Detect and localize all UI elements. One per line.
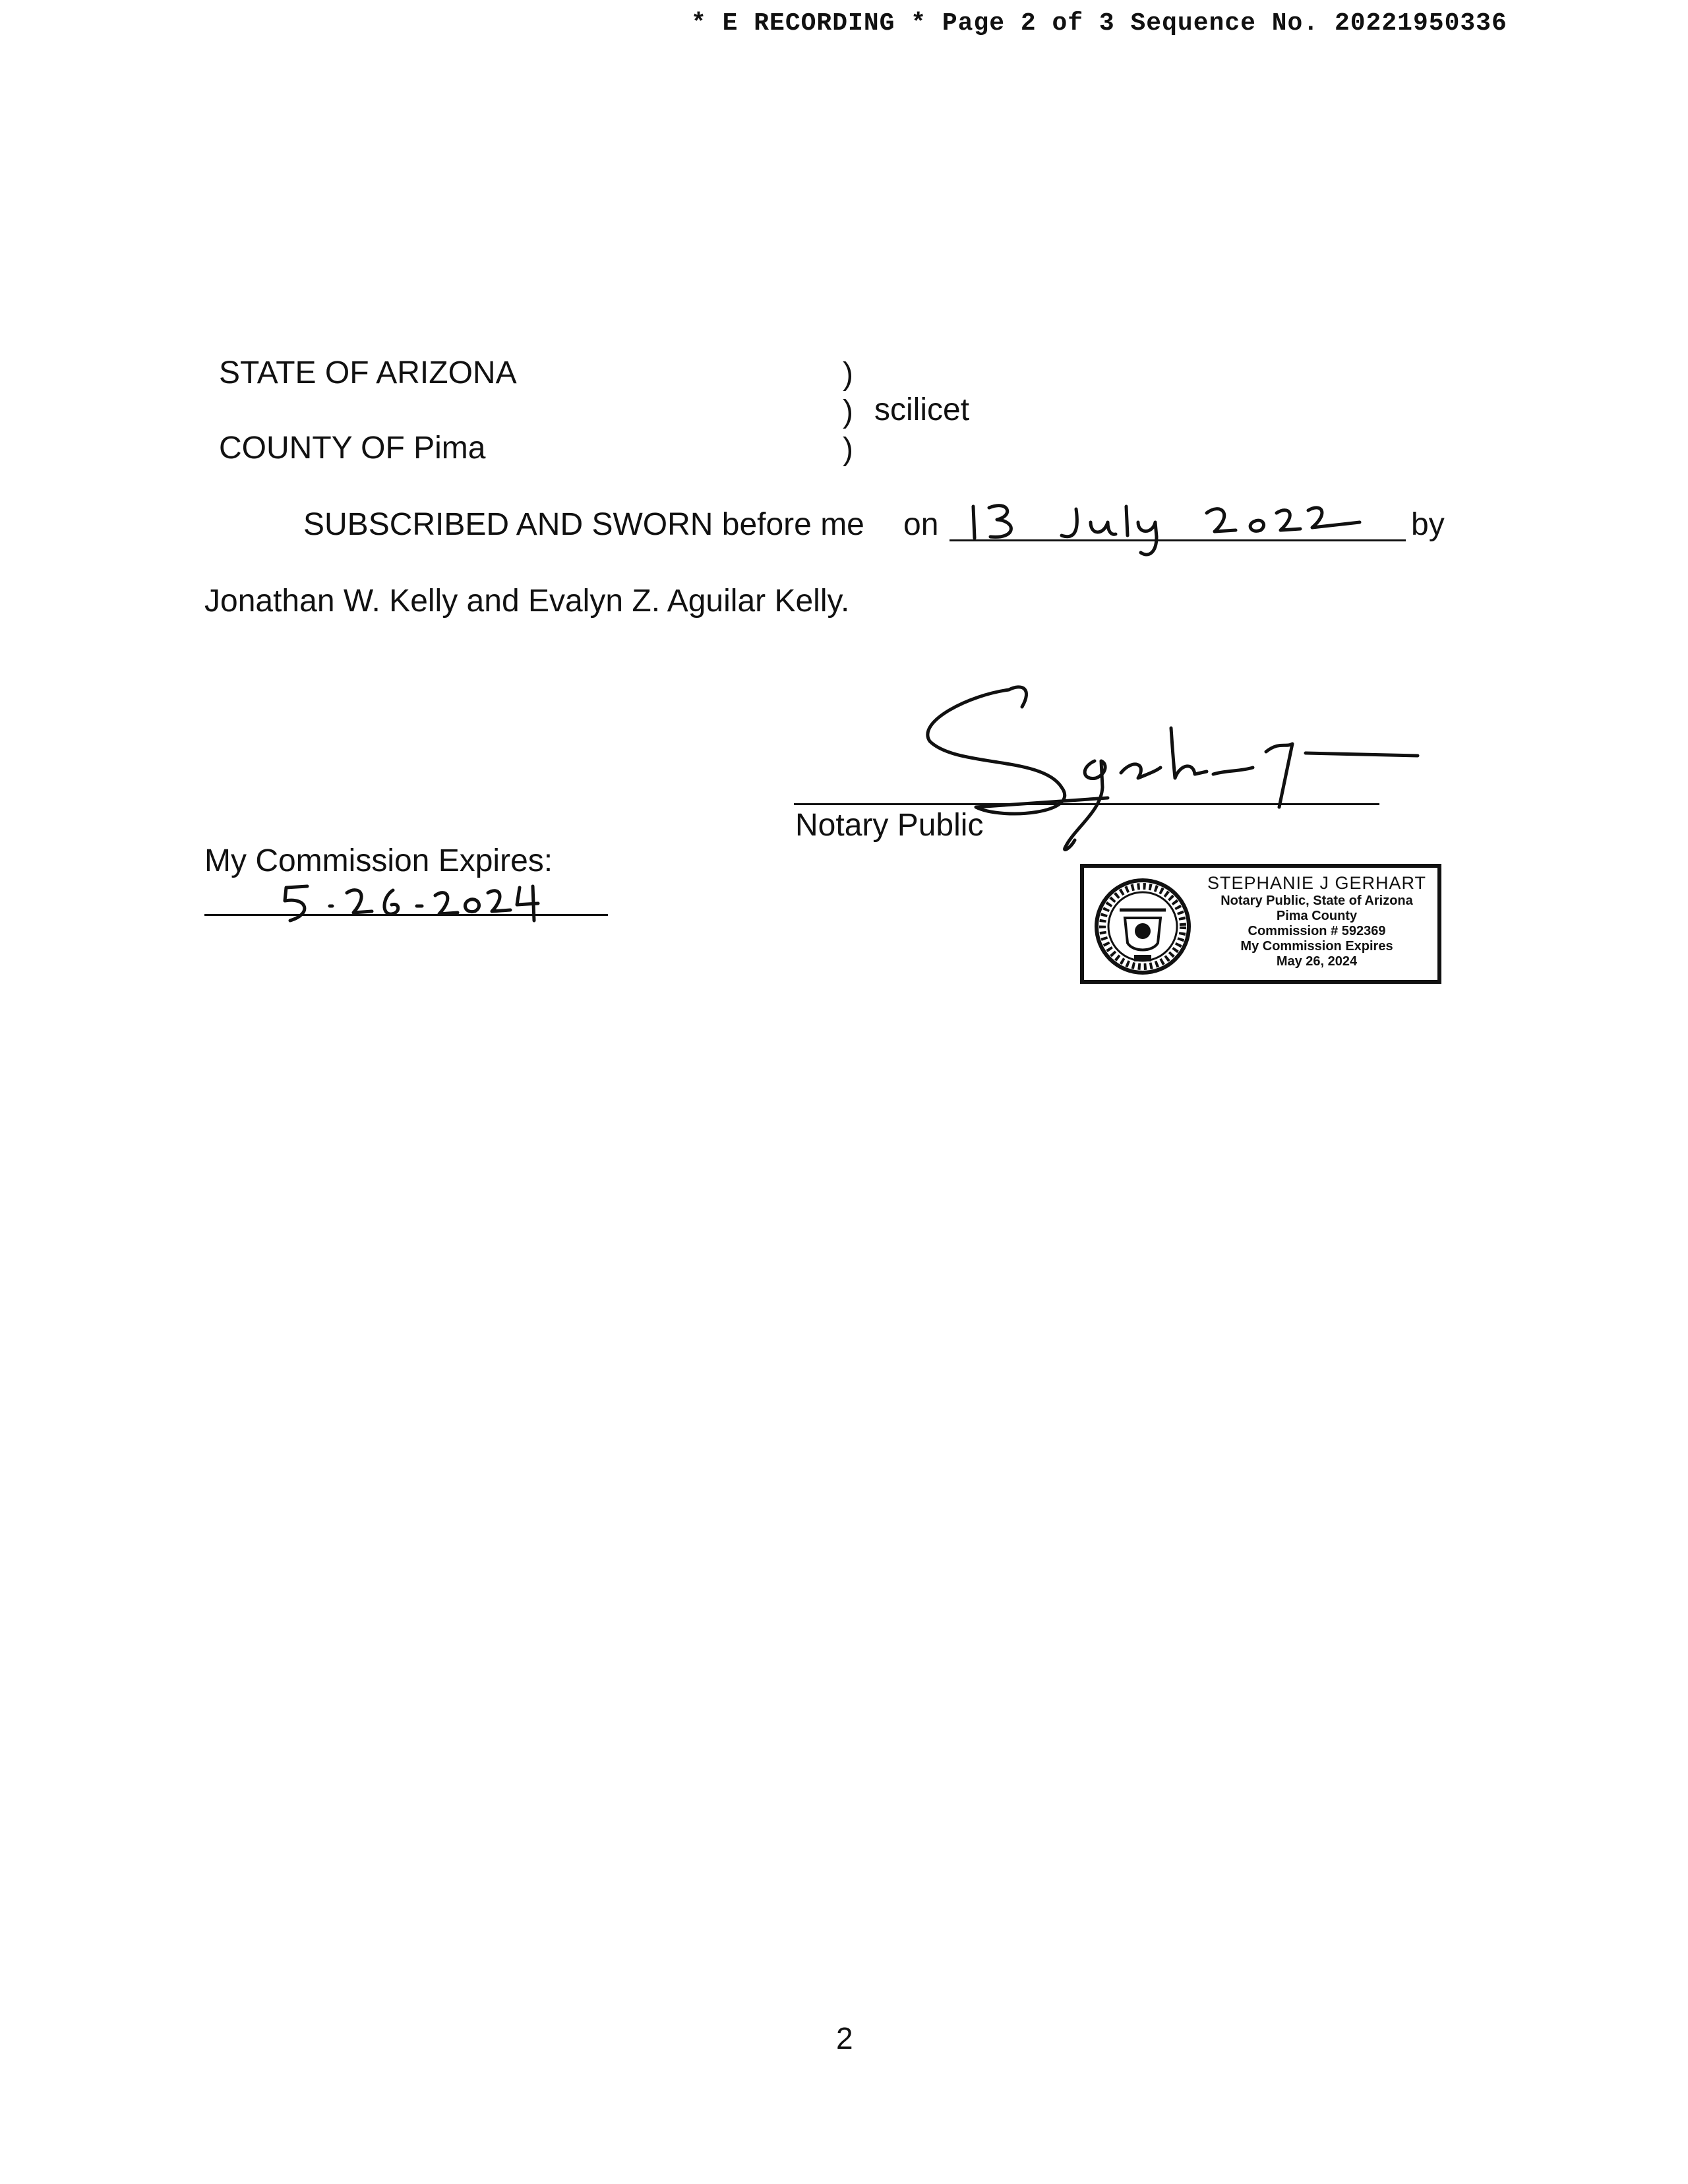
state-seal-icon xyxy=(1093,877,1192,976)
page-number: 2 xyxy=(836,2021,853,2055)
stamp-expires-label: My Commission Expires xyxy=(1240,939,1393,954)
scilicet-label: scilicet xyxy=(874,392,970,427)
stamp-notary-title: Notary Public, State of Arizona xyxy=(1221,894,1413,909)
venue-paren-middle: ) xyxy=(843,394,853,429)
handwritten-expiry-26 xyxy=(347,890,398,914)
jurat-lead-text: SUBSCRIBED AND SWORN before me xyxy=(303,507,864,542)
notary-signature-handwriting xyxy=(910,675,1424,853)
handwritten-date-july xyxy=(1062,506,1157,555)
stamp-notary-name: STEPHANIE J GERHART xyxy=(1207,873,1427,893)
commission-expires-label: My Commission Expires: xyxy=(204,843,553,878)
stamp-county: Pima County xyxy=(1276,909,1358,924)
jurat-on: on xyxy=(903,507,939,542)
venue-paren-top: ) xyxy=(843,357,853,392)
state-line: STATE OF ARIZONA xyxy=(219,355,517,390)
county-line: COUNTY OF Pima xyxy=(219,431,486,466)
handwritten-date-2022 xyxy=(1207,508,1360,531)
jurat-by: by xyxy=(1411,507,1445,542)
jurat-date-handwriting xyxy=(963,493,1398,559)
handwritten-date-13 xyxy=(973,506,1011,538)
venue-paren-bottom: ) xyxy=(843,432,853,467)
commission-date-handwriting xyxy=(270,877,547,930)
jurat-signers: Jonathan W. Kelly and Evalyn Z. Aguilar Kelly. xyxy=(204,584,850,619)
recording-header: * E RECORDING * Page 2 of 3 Sequence No. 20221950336 xyxy=(691,9,1507,38)
handwritten-expiry-5 xyxy=(285,886,307,921)
notary-stamp xyxy=(1080,864,1441,984)
stamp-commission-number: Commission # 592369 xyxy=(1248,924,1386,939)
stamp-expires-date: May 26, 2024 xyxy=(1276,954,1358,969)
handwritten-expiry-2024 xyxy=(435,886,538,921)
notary-public-label: Notary Public xyxy=(795,808,984,843)
